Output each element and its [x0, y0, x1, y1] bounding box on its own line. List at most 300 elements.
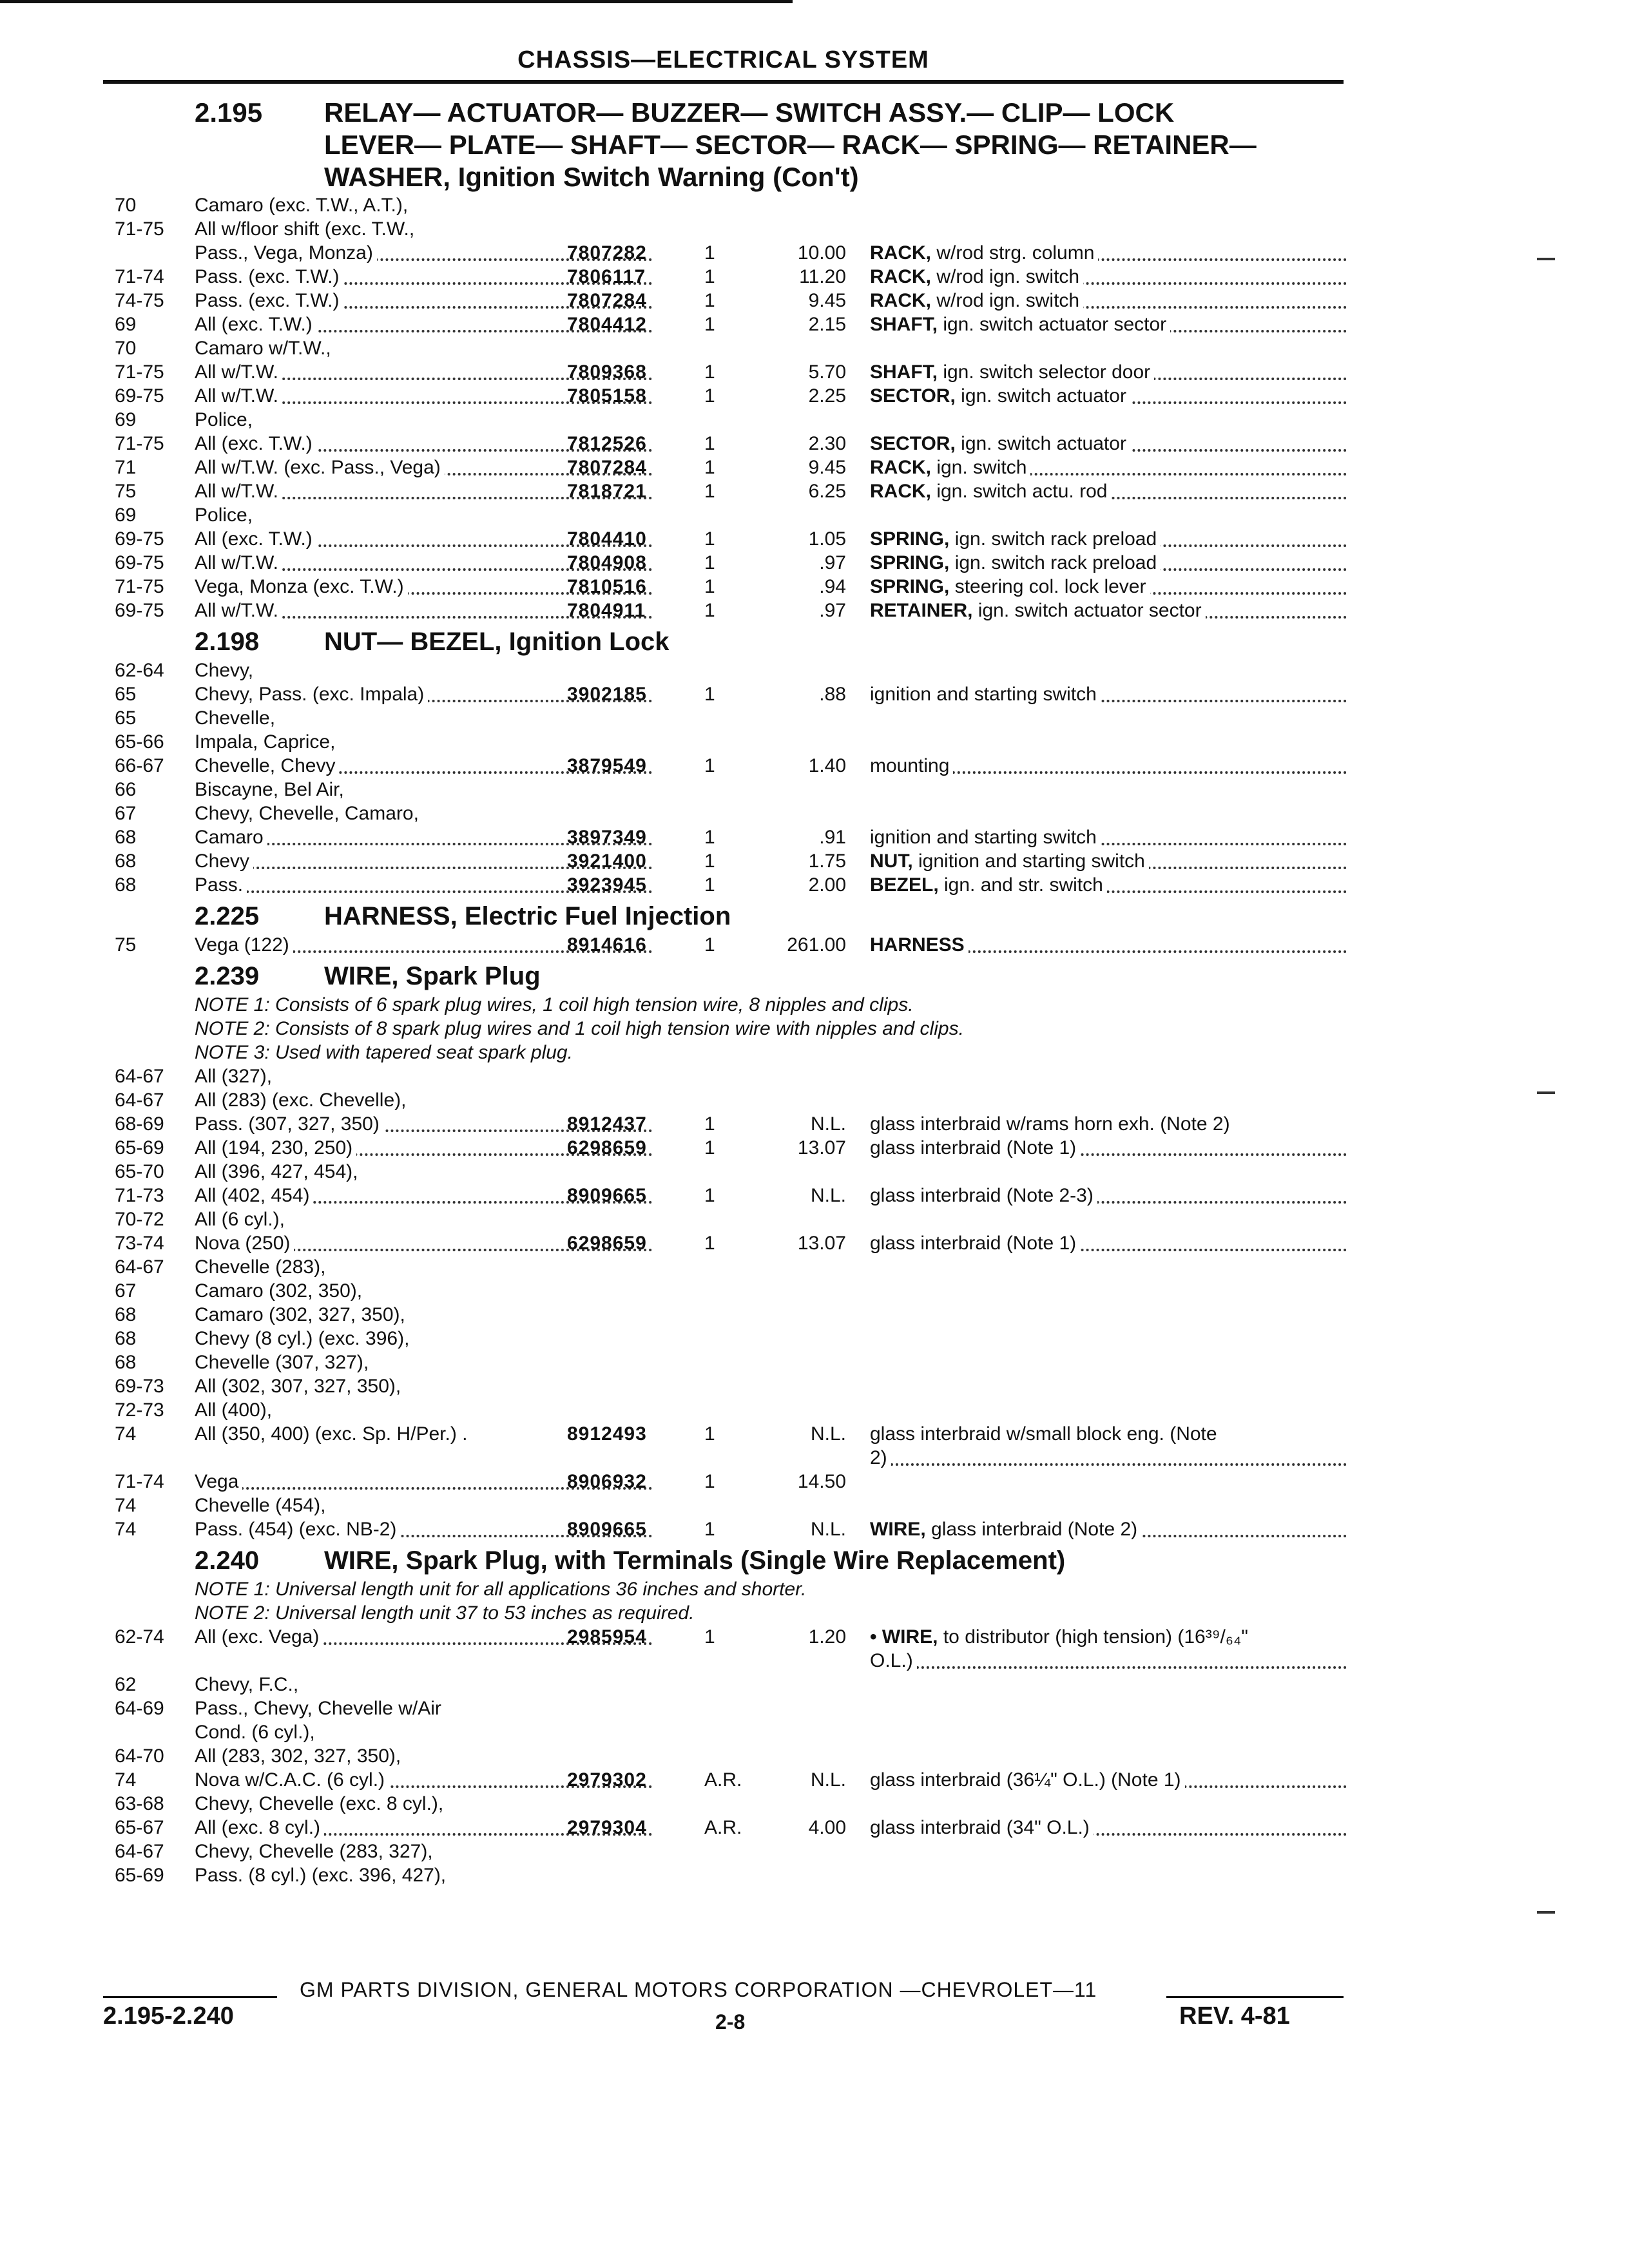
description-keyword: RACK,: [870, 481, 931, 502]
description-keyword: SPRING,: [870, 576, 950, 597]
description-text: [870, 433, 1130, 454]
model-year: 68: [115, 827, 137, 848]
part-row: [115, 1840, 1345, 1863]
description-keyword: RETAINER,: [870, 600, 973, 621]
section-title: LEVER— PLATE— SHAFT— SECTOR— RACK— SPRING— RETAINER—: [324, 130, 1257, 160]
quantity: 1: [704, 1626, 715, 1648]
description-detail: ign. switch actuator sector: [938, 314, 1167, 335]
application-text: All w/T.W.: [195, 361, 282, 383]
application-text: Chevelle (307, 327),: [195, 1352, 372, 1373]
section-note: NOTE 1: Universal length unit for all applications 36 inches and shorter.: [195, 1579, 807, 1600]
price: 14.50: [797, 1471, 846, 1492]
description: [870, 360, 1347, 384]
description-keyword: SECTOR,: [870, 385, 956, 407]
model-year: 68-69: [115, 1113, 164, 1135]
description-keyword: • WIRE,: [870, 1626, 938, 1648]
footer-publisher: GM PARTS DIVISION, GENERAL MOTORS CORPORATION —CHEVROLET—11: [300, 1978, 1097, 2001]
model-year: 71-75: [115, 361, 164, 383]
description: [870, 1446, 1347, 1470]
model-year: 69: [115, 314, 137, 335]
application-text: All (194, 230, 250): [195, 1137, 356, 1158]
price: 1.40: [808, 755, 846, 776]
price: N.L.: [810, 1113, 846, 1135]
part-row: [115, 1744, 1345, 1768]
part-row: [115, 1422, 1345, 1446]
section-number: 2.198: [195, 628, 260, 656]
part-row: [115, 1649, 1345, 1673]
part-row: [115, 265, 1345, 289]
quantity: 1: [704, 385, 715, 407]
part-number: 2985954: [567, 1626, 647, 1648]
description-text: [870, 528, 1161, 550]
description-text: [870, 266, 1083, 287]
model-year: 71-74: [115, 1471, 164, 1492]
footer-section-range: 2.195-2.240: [103, 2003, 234, 2030]
section-heading: [115, 129, 1345, 161]
quantity: 1: [704, 314, 715, 335]
application: [195, 778, 652, 802]
price: 2.25: [808, 385, 846, 407]
model-year: 71-75: [115, 576, 164, 597]
part-row: [115, 682, 1345, 706]
description-keyword: RACK,: [870, 290, 931, 311]
description-detail: glass interbraid (34" O.L.): [870, 1817, 1090, 1838]
part-number: 7804412: [567, 314, 647, 335]
part-row: [115, 802, 1345, 825]
part-row: [115, 658, 1345, 682]
price: 1.75: [808, 850, 846, 872]
part-row: [115, 778, 1345, 802]
part-row: [115, 1136, 1345, 1160]
part-row: [115, 825, 1345, 849]
part-number: 7807282: [567, 242, 647, 264]
section-number: 2.239: [195, 962, 260, 990]
page-number: 2-8: [715, 2010, 746, 2033]
price: 2.00: [808, 874, 846, 896]
section-number: 2.195: [195, 97, 263, 128]
part-row: [115, 217, 1345, 241]
part-number: 2979302: [567, 1769, 647, 1791]
price: .91: [819, 827, 846, 848]
part-row: [115, 408, 1345, 432]
quantity: 1: [704, 481, 715, 502]
section-title: NUT— BEZEL, Ignition Lock: [324, 628, 670, 656]
model-year: 73-74: [115, 1233, 164, 1254]
price: .94: [819, 576, 846, 597]
price: 2.15: [808, 314, 846, 335]
model-year: 74-75: [115, 290, 164, 311]
quantity: 1: [704, 934, 715, 956]
model-year: 65: [115, 684, 137, 705]
application-text: Vega (122): [195, 934, 293, 956]
part-row: [115, 1398, 1345, 1422]
part-row: [115, 360, 1345, 384]
part-row: [115, 1374, 1345, 1398]
model-year: 68: [115, 1352, 137, 1373]
model-year: 70-72: [115, 1209, 164, 1230]
price: N.L.: [810, 1769, 846, 1791]
application: [195, 802, 652, 825]
application-text: All (exc. T.W.): [195, 314, 316, 335]
quantity: 1: [704, 361, 715, 383]
part-row: [115, 754, 1345, 778]
application: [195, 1494, 652, 1517]
model-year: 67: [115, 803, 137, 824]
description-keyword: SECTOR,: [870, 433, 956, 454]
quantity: 1: [704, 1137, 715, 1158]
price: .97: [819, 600, 846, 621]
part-number: 7806117: [567, 266, 646, 287]
margin-mark: [1537, 258, 1555, 260]
description-text: [870, 1769, 1185, 1791]
model-year: 62: [115, 1674, 137, 1695]
description-text: [870, 850, 1149, 872]
application: [195, 503, 652, 527]
section-number: 2.225: [195, 902, 260, 930]
quantity: 1: [704, 528, 715, 550]
section-heading: [115, 1544, 1345, 1577]
application-text: Chevy,: [195, 660, 257, 681]
description: [870, 1112, 1347, 1136]
description-text: [870, 684, 1101, 705]
section-note: NOTE 3: Used with tapered seat spark plug.: [195, 1042, 573, 1063]
part-number: 3921400: [567, 850, 647, 872]
model-year: 75: [115, 481, 137, 502]
description-text: [870, 481, 1111, 502]
part-row: [115, 873, 1345, 897]
model-year: 71-75: [115, 433, 164, 454]
footer-rule-right: [1166, 1996, 1344, 1998]
description-keyword: BEZEL,: [870, 874, 939, 896]
description-text: [870, 361, 1154, 383]
application: [195, 336, 652, 360]
description: [870, 289, 1347, 312]
price: 2.30: [808, 433, 846, 454]
quantity: 1: [704, 1519, 715, 1540]
part-row: [115, 1625, 1345, 1649]
description-detail: ign. switch selector door: [938, 361, 1151, 383]
price: 13.07: [797, 1233, 846, 1254]
quantity: 1: [704, 1423, 715, 1445]
part-row: [115, 1112, 1345, 1136]
description-text: [870, 242, 1098, 264]
application-text: Chevelle (283),: [195, 1256, 329, 1278]
description-detail: ignition and starting switch: [870, 684, 1097, 705]
price: 6.25: [808, 481, 846, 502]
application-text: Chevelle (454),: [195, 1495, 329, 1516]
description: [870, 599, 1347, 622]
description-detail: glass interbraid w/rams horn exh. (Note 2): [870, 1113, 1230, 1135]
description-text: [870, 1137, 1080, 1158]
description-text: [870, 600, 1206, 621]
description-detail: ignition and starting switch: [870, 827, 1097, 848]
part-row: [115, 1279, 1345, 1303]
margin-mark: [1537, 1911, 1555, 1914]
description-detail: w/rod strg. column: [931, 242, 1095, 264]
description-text: [870, 457, 1030, 478]
price: 11.20: [799, 266, 846, 287]
application-text: Police,: [195, 409, 256, 430]
leader-dots: [870, 1666, 1347, 1669]
part-row: [115, 599, 1345, 622]
model-year: 68: [115, 1304, 137, 1325]
part-number: 7804911: [567, 600, 646, 621]
description-detail: glass interbraid (36¼" O.L.) (Note 1): [870, 1769, 1181, 1791]
part-row: [115, 1303, 1345, 1327]
model-year: 62-64: [115, 660, 164, 681]
part-row: [115, 1446, 1345, 1470]
application-text: Chevy, F.C.,: [195, 1674, 302, 1695]
description-text: [870, 576, 1150, 597]
price: N.L.: [810, 1423, 846, 1445]
description: [870, 1649, 1347, 1673]
description-detail: mounting: [870, 755, 950, 776]
application-text: Chevy, Chevelle (exc. 8 cyl.),: [195, 1793, 447, 1814]
quantity: 1: [704, 1471, 715, 1492]
part-row: [115, 575, 1345, 599]
part-row: [115, 849, 1345, 873]
application-text: Pass. (307, 327, 350): [195, 1113, 383, 1135]
description-detail: to distributor (high tension) (16³⁹/₆₄": [938, 1626, 1248, 1648]
model-year: 69-75: [115, 385, 164, 407]
description-text: [870, 755, 953, 776]
description: [870, 1768, 1347, 1792]
part-number: 8914616: [567, 934, 647, 956]
description-detail: w/rod ign. switch: [931, 290, 1080, 311]
application-text: All (400),: [195, 1399, 276, 1421]
section-number: 2.240: [195, 1546, 260, 1575]
description-text: [870, 1626, 1252, 1648]
part-row: [115, 1494, 1345, 1517]
description: [870, 241, 1347, 265]
description-text: [870, 1447, 891, 1468]
part-number: 6298659: [567, 1233, 647, 1254]
model-year: 72-73: [115, 1399, 164, 1421]
part-number: 7809368: [567, 361, 647, 383]
part-number: 7805158: [567, 385, 647, 407]
part-row: [115, 1792, 1345, 1816]
application-text: Chevy, Chevelle, Camaro,: [195, 803, 423, 824]
application: [195, 193, 652, 217]
application-text: Pass. (exc. T.W.): [195, 290, 343, 311]
description-detail: ign. switch actu. rod: [931, 481, 1108, 502]
application: [195, 1840, 652, 1863]
quantity: 1: [704, 1113, 715, 1135]
application-text: Impala, Caprice,: [195, 731, 339, 753]
description-keyword: SHAFT,: [870, 314, 938, 335]
section-heading: [115, 625, 1345, 658]
application-text: All (283, 302, 327, 350),: [195, 1745, 405, 1767]
model-year: 74: [115, 1519, 137, 1540]
section-title: RELAY— ACTUATOR— BUZZER— SWITCH ASSY.— CLIP— LOCK: [324, 97, 1175, 128]
section-title: WASHER, Ignition Switch Warning (Con't): [324, 162, 859, 192]
application-text: Chevy: [195, 850, 253, 872]
application-text: Pass., Chevy, Chevelle w/Air: [195, 1698, 445, 1719]
description: [870, 384, 1347, 408]
part-number: 6298659: [567, 1137, 647, 1158]
description-keyword: NUT,: [870, 850, 913, 872]
price: 13.07: [797, 1137, 846, 1158]
description-detail: w/rod ign. switch: [931, 266, 1080, 287]
part-number: 8909665: [567, 1519, 647, 1540]
application-text: All (exc. T.W.): [195, 433, 316, 454]
price: 10.00: [797, 242, 846, 264]
application: [195, 1673, 652, 1696]
price: 9.45: [808, 290, 846, 311]
price: 4.00: [808, 1817, 846, 1838]
model-year: 66: [115, 779, 137, 800]
section-heading: [115, 899, 1345, 933]
application: [195, 730, 652, 754]
application-text: All (396, 427, 454),: [195, 1161, 362, 1182]
description-text: [870, 1519, 1141, 1540]
model-year: 70: [115, 338, 137, 359]
application-text: Chevy, Pass. (exc. Impala): [195, 684, 428, 705]
price: 1.05: [808, 528, 846, 550]
application: [195, 1160, 652, 1184]
top-border: [0, 0, 793, 3]
part-row: [115, 1863, 1345, 1887]
part-row: [115, 312, 1345, 336]
description: [870, 682, 1347, 706]
application-text: Camaro w/T.W.,: [195, 338, 335, 359]
application: [195, 1720, 652, 1744]
description: [870, 575, 1347, 599]
application-text: Pass. (8 cyl.) (exc. 396, 427),: [195, 1865, 450, 1886]
quantity: 1: [704, 874, 715, 896]
application-text: All w/T.W. (exc. Pass., Vega): [195, 457, 445, 478]
quantity: 1: [704, 850, 715, 872]
part-row: [115, 1517, 1345, 1541]
part-row: [115, 1064, 1345, 1088]
description-text: [870, 1185, 1097, 1206]
part-row: [115, 1350, 1345, 1374]
description-text: [870, 1817, 1094, 1838]
part-row: [115, 241, 1345, 265]
page-header: CHASSIS—ELECTRICAL SYSTEM: [517, 46, 929, 73]
part-number: 7807284: [567, 457, 647, 478]
application-text: All w/T.W.: [195, 600, 282, 621]
description-detail: ign. and str. switch: [938, 874, 1103, 896]
application-text: Pass., Vega, Monza): [195, 242, 377, 264]
quantity: 1: [704, 242, 715, 264]
description: [870, 1816, 1347, 1840]
price: 9.45: [808, 457, 846, 478]
model-year: 65-69: [115, 1865, 164, 1886]
description: [870, 479, 1347, 503]
description-detail: ign. switch actuator: [955, 385, 1126, 407]
section-note: NOTE 2: Consists of 8 spark plug wires and 1 coil high tension wire with nipples and clips.: [195, 1018, 964, 1039]
description: [870, 933, 1347, 957]
part-row: [115, 289, 1345, 312]
application-text: All (350, 400) (exc. Sp. H/Per.) .: [195, 1423, 472, 1445]
application-text: All w/T.W.: [195, 385, 282, 407]
price: N.L.: [810, 1185, 846, 1206]
model-year: 66-67: [115, 755, 164, 776]
quantity: 1: [704, 576, 715, 597]
application-text: Biscayne, Bel Air,: [195, 779, 348, 800]
header-rule: [103, 80, 1344, 84]
description: [870, 1517, 1347, 1541]
application-text: All w/T.W.: [195, 481, 282, 502]
application-text: All (283) (exc. Chevelle),: [195, 1090, 410, 1111]
section-title: HARNESS, Electric Fuel Injection: [324, 902, 731, 930]
section-heading: [115, 959, 1345, 993]
price: 1.20: [808, 1626, 846, 1648]
part-number: 7810516: [567, 576, 647, 597]
model-year: 68: [115, 874, 137, 896]
section-title: WIRE, Spark Plug, with Terminals (Single Wire Replacement): [324, 1546, 1066, 1575]
application-text: Camaro: [195, 827, 267, 848]
part-row: [115, 1255, 1345, 1279]
description-detail: 2): [870, 1447, 887, 1468]
part-number: 3902185: [567, 684, 647, 705]
application-text: All w/floor shift (exc. T.W.,: [195, 218, 418, 240]
description-text: [870, 385, 1130, 407]
description-detail: O.L.): [870, 1650, 913, 1671]
application-text: All (exc. Vega): [195, 1626, 323, 1648]
part-row: [115, 503, 1345, 527]
quantity: 1: [704, 827, 715, 848]
model-year: 63-68: [115, 1793, 164, 1814]
description-text: [870, 1113, 1234, 1135]
part-row: [115, 479, 1345, 503]
application: [195, 706, 652, 730]
application-text: Chevelle, Chevy: [195, 755, 339, 776]
description-text: [870, 934, 969, 956]
part-number: 7812526: [567, 433, 647, 454]
section-heading: [115, 97, 1345, 129]
description-detail: ign. switch: [931, 457, 1027, 478]
section-note: NOTE 1: Consists of 6 spark plug wires, 1 coil high tension wire, 8 nipples and clips.: [195, 994, 914, 1015]
application-text: Vega: [195, 1471, 242, 1492]
description-keyword: WIRE,: [870, 1519, 926, 1540]
description-text: [870, 827, 1101, 848]
application: [195, 1088, 652, 1112]
part-row: [115, 1696, 1345, 1720]
description-detail: glass interbraid (Note 2): [925, 1519, 1138, 1540]
quantity: A.R.: [704, 1817, 742, 1838]
application-text: All (exc. 8 cyl.): [195, 1817, 324, 1838]
application: [195, 1696, 652, 1720]
part-row: [115, 336, 1345, 360]
model-year: 65-69: [115, 1137, 164, 1158]
model-year: 64-67: [115, 1066, 164, 1087]
price: .97: [819, 552, 846, 573]
section-note: NOTE 2: Universal length unit 37 to 53 inches as required.: [195, 1602, 695, 1624]
section-title: WIRE, Spark Plug: [324, 962, 541, 990]
part-row: [115, 1088, 1345, 1112]
application-text: Camaro (302, 350),: [195, 1280, 366, 1302]
part-row: [115, 384, 1345, 408]
description-text: [870, 314, 1170, 335]
application: [195, 1792, 652, 1816]
description-text: [870, 290, 1083, 311]
part-row: [115, 1816, 1345, 1840]
description-detail: glass interbraid (Note 2-3): [870, 1185, 1094, 1206]
part-row: [115, 1231, 1345, 1255]
footer-rule-left: [103, 1996, 277, 1998]
description-keyword: HARNESS: [870, 934, 965, 956]
application-text: Pass.: [195, 874, 247, 896]
model-year: 65-66: [115, 731, 164, 753]
description-detail: ignition and starting switch: [912, 850, 1145, 872]
description-text: [870, 552, 1161, 573]
description-keyword: RACK,: [870, 266, 931, 287]
description-keyword: RACK,: [870, 242, 931, 264]
model-year: 65-70: [115, 1161, 164, 1182]
description: [870, 432, 1347, 456]
